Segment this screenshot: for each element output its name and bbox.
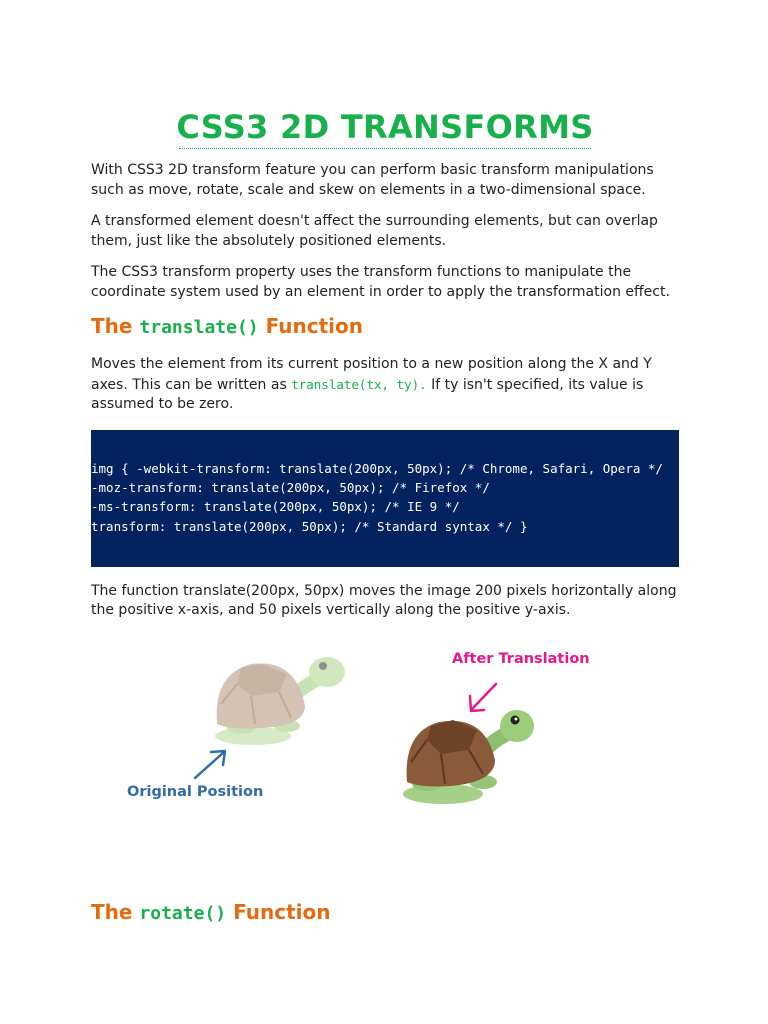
translation-illustration	[91, 634, 679, 814]
code-line: -moz-transform: translate(200px, 50px); /* Firefox */	[91, 479, 490, 495]
code-block	[91, 430, 679, 567]
rotate-heading-prefix: The	[91, 900, 133, 924]
original-arrow-icon	[195, 751, 225, 778]
code-line: -ms-transform: translate(200px, 50px); /* IE 9 */	[91, 499, 460, 515]
original-turtle-image	[215, 657, 345, 745]
page-title: CSS3 2D TRANSFORMS	[176, 108, 594, 146]
code-line: img { -webkit-transform: translate(200px, 50px); /* Chrome, Safari, Opera */	[91, 460, 663, 476]
after-translation-label: After Translation	[452, 651, 590, 667]
intro-paragraph-1: With CSS3 2D transform feature you can perform basic transform manipulations such as move, rotate, scale and skew on elements in a two-dimensional space.	[91, 162, 654, 198]
translate-explanation: The function translate(200px, 50px) moves the image 200 pixels horizontally along the positive x-axis, and 50 pixels vertically along the positive y-axis.	[91, 582, 677, 618]
intro-paragraph-2: A transformed element doesn't affect the surrounding elements, but can overlap them, just like the absolutely positioned elements.	[91, 213, 658, 249]
intro-paragraph-3: The CSS3 transform property uses the transform functions to manipulate the coordinate system used by an element in order to apply the transformation effect.	[91, 264, 670, 300]
translate-description	[91, 355, 679, 415]
translate-inline-code: translate(tx, ty).	[291, 376, 427, 392]
translate-heading-suffix: Function	[265, 314, 364, 338]
original-position-label: Original Position	[127, 784, 264, 800]
translate-description-tail: If ty isn't specified, its value is assumed to be zero.	[91, 376, 644, 412]
translate-heading-code: translate()	[139, 317, 259, 338]
translate-heading-prefix: The	[91, 314, 133, 338]
article-content	[91, 104, 679, 924]
turtles-illustration	[91, 634, 679, 834]
translated-turtle-image	[403, 710, 534, 804]
code-line: transform: translate(200px, 50px); /* Standard syntax */ }	[91, 518, 528, 534]
rotate-heading-suffix: Function	[233, 900, 331, 924]
rotate-heading	[91, 898, 331, 928]
translate-description-text: Moves the element from its current position to a new position along the X and Y axes. This can be written as	[91, 356, 652, 393]
rotate-heading-code: rotate()	[139, 903, 227, 924]
after-arrow-icon	[470, 684, 496, 711]
translate-heading	[91, 312, 679, 342]
